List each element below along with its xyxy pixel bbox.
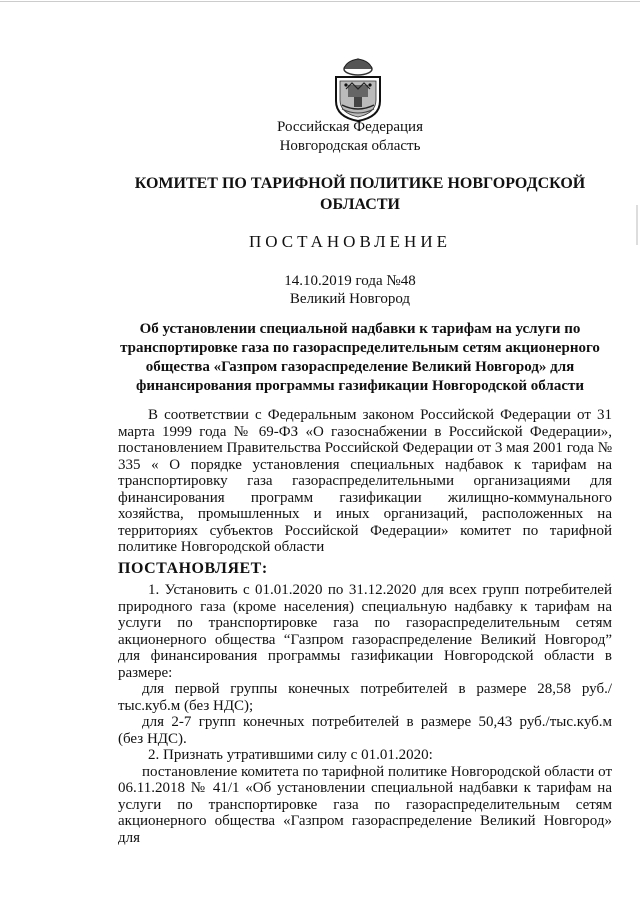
- preamble-paragraph: В соответствии с Федеральным законом Российской Федерации от 31 марта 1999 года № 69-ФЗ «О газоснабжении в Российской Федерации», постановлением Правительства Российской Федерации от 3 мая 2001 года № 335 « О порядке установления специальных надбавок к тарифам на транспортировку газа газораспределительными организациями для финансирования программ газификации жилищно-коммунального хозяйства, промышленных и иных организаций, расположенных на территориях субъектов Российской Федерации» комитет по тарифной политике Новгородской области: [118, 407, 612, 555]
- date-number: 14.10.2019 года №48: [284, 273, 416, 289]
- resolves-heading: ПОСТАНОВЛЯЕТ:: [118, 560, 268, 577]
- scan-artifact: [636, 205, 638, 245]
- document-type: ПОСТАНОВЛЕНИЕ: [248, 232, 451, 251]
- item-2a: постановление комитета по тарифной политике Новгородской области от 06.11.2018 № 41/1 «Об установлении специальной надбавки к тарифам на услуги по транспортировке газа по газораспределительным сетям акционерного общества «Газпром газораспределение Великий Новгород» для: [118, 763, 612, 846]
- coat-of-arms-icon: [328, 55, 388, 123]
- date-block: [100, 272, 600, 308]
- city-name: Великий Новгород: [289, 291, 411, 307]
- item-2: 2. Признать утратившими силу с 01.01.2020:: [148, 747, 433, 763]
- header-block: [100, 118, 600, 156]
- scan-edge: [0, 1, 640, 2]
- item-1a: для первой группы конечных потребителей в размере 28,58 руб./тыс.куб.м (без НДС);: [118, 681, 612, 714]
- region-name: Новгородская область: [279, 138, 421, 154]
- document-subject: Об установлении специальной надбавки к тарифам на услуги по транспортировке газа по газораспределительным сетям акционерного общества «Газпром газораспределение Великий Новгород» для финансирования программы газификации Новгородской области: [120, 321, 600, 394]
- country-name: Российская Федерация: [277, 119, 423, 135]
- resolution-items: [118, 582, 612, 846]
- item-1: 1. Установить с 01.01.2020 по 31.12.2020 для всех групп потребителей природного газа (кроме населения) специальную надбавку к тарифам на услуги по транспортировке газа по газораспределительным сетям акционерного общества “Газпром газораспределение Великий Новгород” для финансирования программы газификации Новгородской области в размере:: [118, 582, 612, 681]
- item-1b: для 2-7 групп конечных потребителей в размере 50,43 руб./тыс.куб.м (без НДС).: [118, 714, 612, 747]
- committee-name: КОМИТЕТ ПО ТАРИФНОЙ ПОЛИТИКЕ НОВГОРОДСКОЙ ОБЛАСТИ: [134, 175, 586, 213]
